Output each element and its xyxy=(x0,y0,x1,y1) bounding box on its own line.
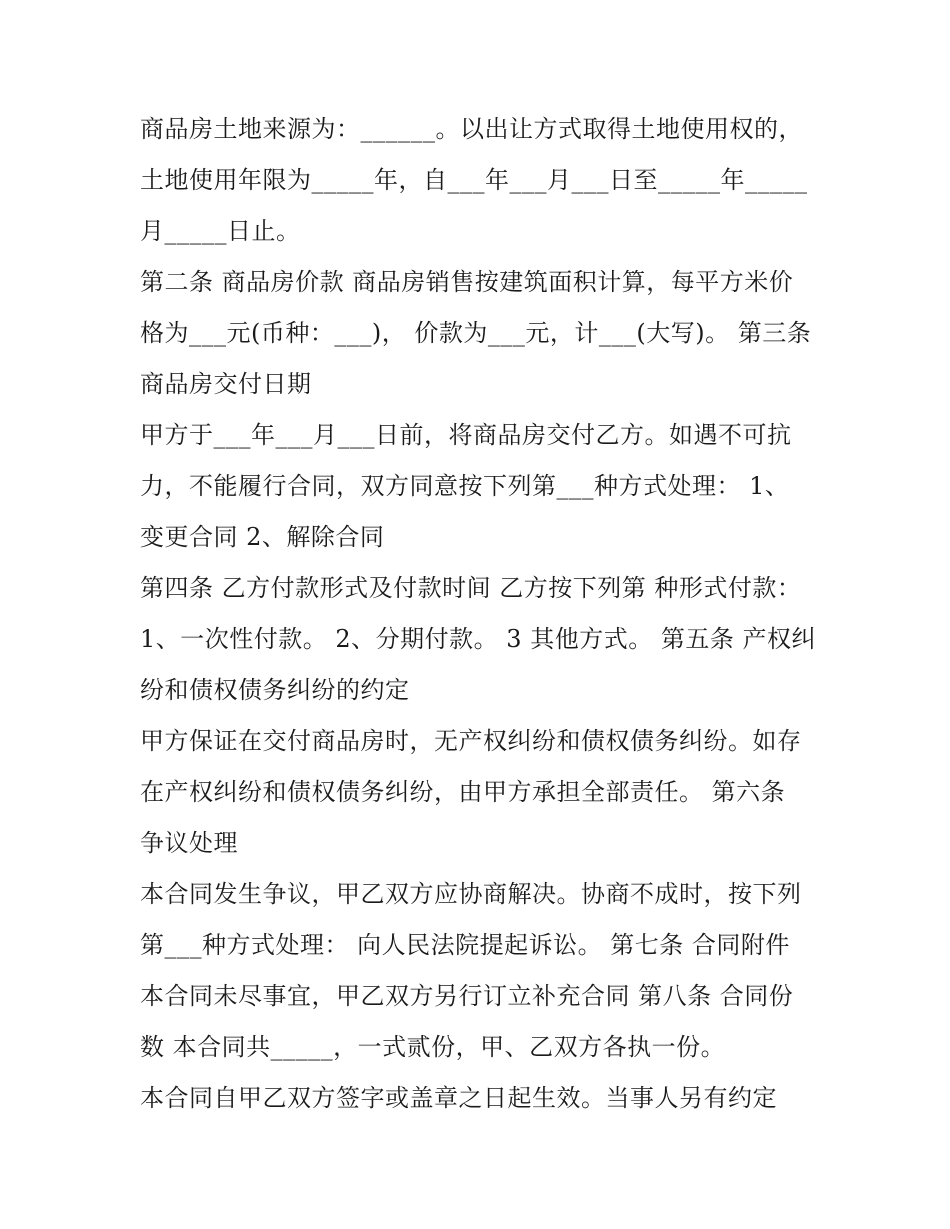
text-line-contract-options: 变更合同 2、解除合同 xyxy=(140,523,385,551)
text-line-force-majeure: 力，不能履行合同，双方同意按下列第___种方式处理： 1、 xyxy=(140,472,790,500)
text-line-negotiation: 本合同发生争议，甲乙双方应协商解决。协商不成时，按下列 xyxy=(140,880,802,908)
text-line-effective: 本合同自甲乙双方签字或盖章之日起生效。当事人另有约定 xyxy=(140,1084,777,1112)
text-line-land-source: 商品房土地来源为：______。以出让方式取得土地使用权的， xyxy=(140,115,803,143)
text-line-guarantee: 甲方保证在交付商品房时，无产权纠纷和债权债务纠纷。如存 xyxy=(140,727,802,755)
text-line-litigation: 第___种方式处理： 向人民法院提起诉讼。 第七条 合同附件 xyxy=(140,931,790,959)
text-line-dispute-handling: 争议处理 xyxy=(140,829,238,857)
text-line-term-end: 月_____日止。 xyxy=(140,217,301,245)
text-line-dispute-heading: 纷和债权债务纠纷的约定 xyxy=(140,676,410,704)
text-line-supplementary: 本合同未尽事宜，甲乙双方另行订立补充合同 第八条 合同份 xyxy=(140,982,794,1010)
text-line-land-term: 土地使用年限为_____年，自___年___月___日至_____年_____ xyxy=(140,166,808,194)
text-line-delivery-heading: 商品房交付日期 xyxy=(140,370,312,398)
text-line-article-4: 第四条 乙方付款形式及付款时间 乙方按下列第 种形式付款： xyxy=(140,574,802,602)
text-line-payment-options: 1、一次性付款。 2、分期付款。 3 其他方式。 第五条 产权纠 xyxy=(140,625,816,653)
document-body xyxy=(140,104,820,1124)
text-line-price: 格为___元(币种：___)， 价款为___元，计___(大写)。 第三条 xyxy=(140,319,812,347)
text-line-responsibility: 在产权纠纷和债权债务纠纷，由甲方承担全部责任。 第六条 xyxy=(140,778,786,806)
text-line-article-2: 第二条 商品房价款 商品房销售按建筑面积计算，每平方米价 xyxy=(140,268,794,296)
text-line-delivery-date: 甲方于___年___月___日前，将商品房交付乙方。如遇不可抗 xyxy=(140,421,792,449)
text-line-copies: 数 本合同共_____，一式贰份，甲、乙双方各执一份。 xyxy=(140,1033,726,1061)
